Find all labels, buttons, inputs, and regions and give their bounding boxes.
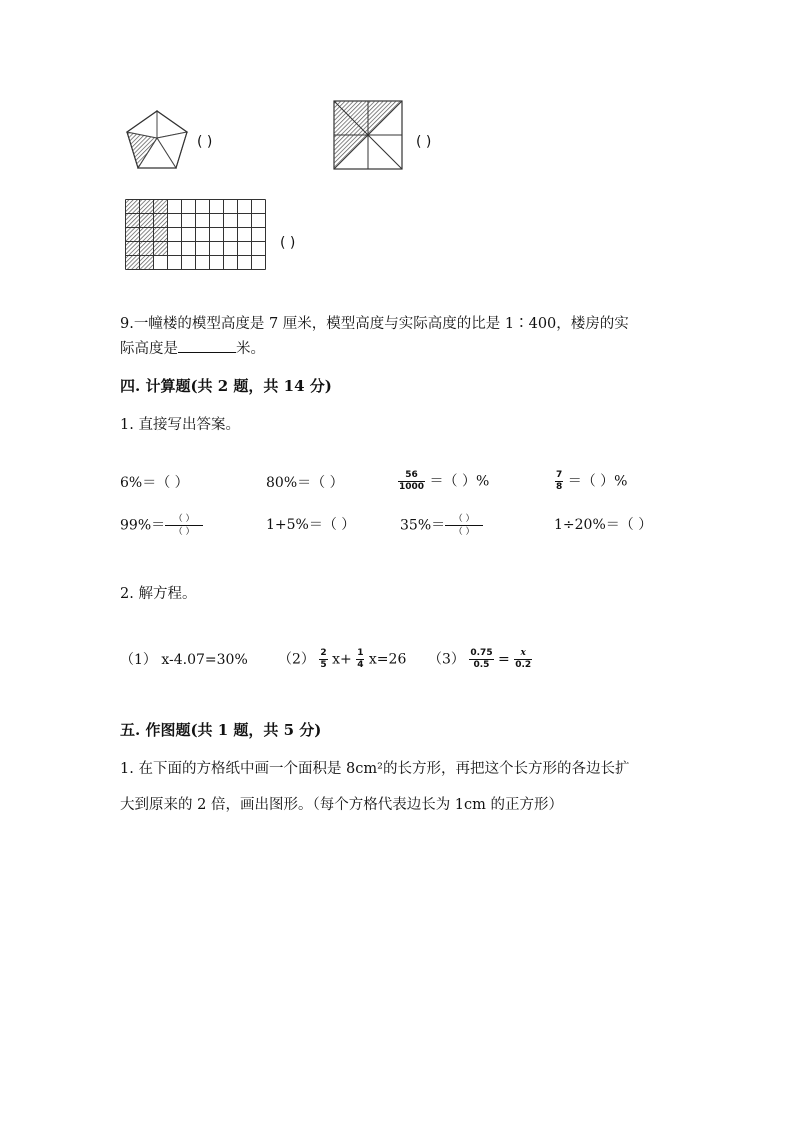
shaded-cell [126, 242, 140, 256]
paren-fraction [445, 513, 483, 538]
grid-figure [125, 199, 266, 270]
calc-lead: 35%＝ [400, 517, 446, 534]
square-figure [333, 100, 403, 170]
shaded-cell [154, 200, 168, 214]
shaded-cell [154, 214, 168, 228]
shaded-cell [140, 242, 154, 256]
fraction-denominator: 0.2 [515, 660, 532, 670]
q9-line1: 9.一幢楼的模型高度是 7 厘米，模型高度与实际高度的比是 1∶400，楼房的实 [120, 316, 629, 332]
fraction-denominator: 1000 [399, 482, 425, 492]
fraction [514, 648, 532, 671]
answer-blank [178, 338, 236, 353]
shaded-cell [140, 200, 154, 214]
calc-item: 1÷20%＝（ ） [554, 517, 653, 533]
fraction-numerator: 2 [320, 648, 327, 658]
paren-fraction [165, 513, 203, 538]
shaded-cell [126, 200, 140, 214]
calc-lead: 99%＝ [120, 517, 166, 534]
equation-mid: x+ [332, 651, 352, 668]
fraction-numerator: x [514, 648, 532, 660]
calc-item: 6%＝（ ） [120, 475, 189, 491]
shaded-cell [126, 228, 140, 242]
fraction [555, 470, 563, 493]
fraction-denominator: （ ） [453, 527, 475, 537]
shaded-cell [140, 214, 154, 228]
fraction [469, 648, 493, 671]
fraction [356, 648, 364, 671]
fraction-numerator: 1 [357, 648, 364, 658]
fraction-numerator: （ ） [165, 513, 203, 526]
equation-label: （3） [428, 651, 465, 668]
section4-heading: 四. 计算题(共 2 题，共 14 分) [120, 377, 332, 395]
equation-1: （1） x-4.07=30% [120, 652, 248, 668]
q9-line2-suffix: 米。 [236, 341, 265, 357]
square-answer-paren: ( ) [416, 134, 432, 150]
section4-q1-title: 1. 直接写出答案。 [120, 417, 240, 433]
shaded-cell [154, 228, 168, 242]
calc-item [398, 470, 489, 493]
calc-tail: ＝（ ）% [567, 473, 628, 490]
calc-item: 80%＝（ ） [266, 475, 344, 491]
section5-q1-line1: 1. 在下面的方格纸中画一个面积是 8cm²的长方形，再把这个长方形的各边长扩 [120, 761, 630, 777]
calc-tail: ＝（ ）% [429, 473, 490, 490]
equals-sign: = [498, 651, 510, 668]
equation-tail: x=26 [368, 651, 407, 668]
pentagon-figure [124, 108, 190, 172]
equation-label: （2） [278, 651, 315, 668]
calc-item [400, 513, 483, 538]
section5-q1-line2: 大到原来的 2 倍，画出图形。（每个方格代表边长为 1cm 的正方形） [120, 797, 564, 813]
calc-item [555, 470, 627, 493]
shaded-cell [126, 256, 140, 270]
shaded-cell [126, 214, 140, 228]
fraction-denominator: 5 [320, 660, 327, 670]
shaded-cell [154, 242, 168, 256]
fraction-numerator: （ ） [445, 513, 483, 526]
fraction-denominator: （ ） [173, 527, 195, 537]
fraction [319, 648, 327, 671]
fraction [398, 470, 425, 493]
fraction-denominator: 0.5 [473, 660, 490, 670]
calc-item [120, 513, 203, 538]
equation-2 [278, 648, 406, 671]
equation-3 [428, 648, 532, 671]
calc-item: 1+5%＝（ ） [266, 517, 356, 533]
fraction-denominator: 4 [357, 660, 364, 670]
fraction-numerator: 0.75 [470, 648, 493, 658]
fraction-numerator: 56 [398, 470, 425, 482]
q9-line2 [120, 338, 265, 359]
shaded-cell [140, 256, 154, 270]
section5-heading: 五. 作图题(共 1 题，共 5 分) [120, 721, 322, 739]
fraction-numerator: 7 [556, 470, 563, 480]
grid-answer-paren: ( ) [280, 235, 296, 251]
fraction-denominator: 8 [556, 482, 563, 492]
q9-line2-prefix: 际高度是 [120, 341, 178, 357]
shaded-cell [140, 228, 154, 242]
section4-q2-title: 2. 解方程。 [120, 586, 197, 602]
pentagon-answer-paren: ( ) [197, 134, 213, 150]
